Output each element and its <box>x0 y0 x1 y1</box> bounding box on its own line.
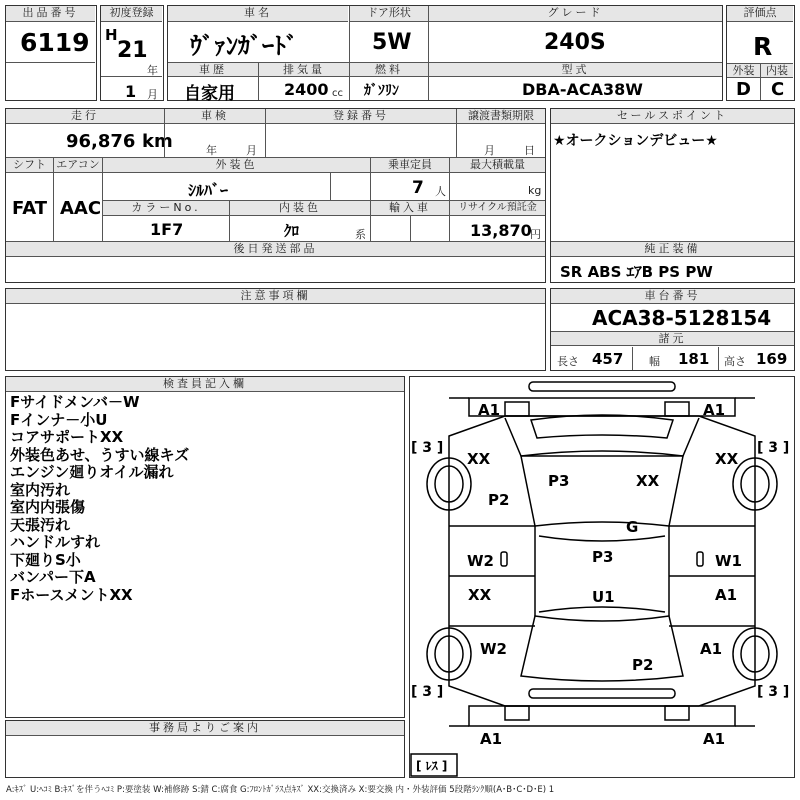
color: ｼﾙﾊﾞｰ <box>188 181 229 200</box>
transfer-day-unit: 日 <box>524 144 535 157</box>
damage-mark: W2 <box>480 640 507 658</box>
chassis-number: ACA38-5128154 <box>592 306 772 330</box>
model-name: ｳﾞｧﾝｶﾞｰﾄﾞ <box>190 32 298 60</box>
transfer-label: 譲渡書類期限 <box>457 109 545 124</box>
inspector-label: 検査員記入欄 <box>6 377 404 392</box>
height-label: 高さ <box>724 355 746 368</box>
inspection-label: 車検 <box>165 109 265 124</box>
note-line: 天張汚れ <box>10 515 71 534</box>
length: 457 <box>592 350 624 368</box>
grade: 240S <box>544 30 606 55</box>
fuel: ｶﾞｿﾘﾝ <box>364 83 399 99</box>
height: 169 <box>756 350 788 368</box>
inspector-notes <box>10 394 189 604</box>
era: H <box>105 26 118 44</box>
first-reg-label: 初度登録 <box>101 6 162 22</box>
score: R <box>753 32 773 61</box>
damage-mark: A1 <box>480 730 503 748</box>
damage-mark: W2 <box>467 552 494 570</box>
interior: ｸﾛ <box>284 222 300 240</box>
colorno-label: カラーNo. <box>103 201 229 216</box>
mileage-unit: km <box>142 131 173 152</box>
displacement-unit: cc <box>332 88 343 99</box>
lot-number: 6119 <box>20 28 90 57</box>
note-line: 室内内張傷 <box>10 498 86 516</box>
damage-mark: A1 <box>703 730 726 748</box>
import-label: 輸入車 <box>371 201 449 216</box>
type-label: 型式 <box>429 63 722 77</box>
first-reg-box <box>100 5 164 101</box>
note-line: エンジン廻りオイル漏れ <box>10 463 174 481</box>
recycle-label: リサイクル預託金 <box>450 201 545 216</box>
note-line: 外装色あせ、うすい線キズ <box>10 445 190 464</box>
equipment-label: 純正装備 <box>551 242 794 257</box>
doors: 5W <box>372 30 412 55</box>
colorno: 1F7 <box>150 220 184 239</box>
damage-mark: XX <box>467 450 491 468</box>
dims-label: 諸元 <box>551 331 794 346</box>
regno-label: 登録番号 <box>266 109 456 124</box>
recycle: 13,870 <box>470 221 532 240</box>
score-box <box>726 5 795 101</box>
month: 1 <box>125 82 137 101</box>
capacity: 7 <box>412 178 424 198</box>
tire-depth: [ 3 ] <box>757 684 790 700</box>
recycle-unit: 円 <box>530 228 541 241</box>
office-label: 事務局よりご案内 <box>6 721 404 736</box>
grade-label: グレード <box>429 6 722 22</box>
score-label: 評価点 <box>727 6 793 22</box>
damage-mark: P2 <box>632 656 654 674</box>
note-line: Fサイドメンバ－W <box>10 393 140 411</box>
damage-mark: P3 <box>592 548 614 566</box>
length-label: 長さ <box>557 355 579 368</box>
damage-mark: A1 <box>703 401 726 419</box>
spare-tire: [ ﾚｽ ] <box>416 759 448 773</box>
damage-mark: A1 <box>478 401 501 419</box>
tire-depth: [ 3 ] <box>411 440 444 456</box>
damage-mark: U1 <box>592 588 615 606</box>
ac-label: エアコン <box>54 158 102 173</box>
car-diagram <box>409 376 795 778</box>
note-line: 下廻りS小 <box>10 550 81 569</box>
sales-text: ★オークションデビュー★ <box>553 133 718 149</box>
insp-month-unit: 月 <box>246 144 257 157</box>
chassis-label: 車台番号 <box>551 289 794 304</box>
model-label: 車名 <box>168 6 348 22</box>
damage-mark: XX <box>468 586 492 604</box>
interior-label: 内装色 <box>230 201 370 216</box>
width-label: 幅 <box>649 355 660 368</box>
damage-mark: XX <box>636 472 660 490</box>
lot-box <box>5 5 97 101</box>
fuel-label: 燃料 <box>350 63 428 77</box>
displacement: 2400 <box>284 80 329 99</box>
damage-mark: XX <box>715 450 739 468</box>
ext-grade: D <box>736 79 751 100</box>
insp-year-unit: 年 <box>206 144 217 157</box>
width: 181 <box>678 350 710 368</box>
damage-mark: W1 <box>715 552 742 570</box>
capacity-label: 乗車定員 <box>371 158 449 173</box>
type: DBA-ACA38W <box>522 80 643 99</box>
displacement-label: 排気量 <box>259 63 349 77</box>
damage-mark: A1 <box>700 640 723 658</box>
tire-depth: [ 3 ] <box>411 684 444 700</box>
lot-label: 出品番号 <box>6 6 95 22</box>
transfer-month-unit: 月 <box>484 144 495 157</box>
damage-mark: G <box>626 518 639 536</box>
load-unit: kg <box>528 184 542 197</box>
history: 自家用 <box>184 84 235 104</box>
note-line: ハンドルすれ <box>10 533 101 551</box>
later-label: 後日発送部品 <box>6 242 545 257</box>
tire-depth: [ 3 ] <box>757 440 790 456</box>
int-grade: C <box>771 79 785 100</box>
year-unit: 年 <box>147 64 158 77</box>
note-line: コアサポートXX <box>10 428 124 446</box>
doors-label: ドア形状 <box>350 6 428 22</box>
damage-mark: P3 <box>548 472 570 490</box>
damage-mark: P2 <box>488 491 510 509</box>
note-line: 室内汚れ <box>10 480 71 499</box>
interior-unit: 系 <box>355 228 366 241</box>
load-label: 最大積載量 <box>450 158 545 173</box>
capacity-unit: 人 <box>435 185 446 198</box>
note-line: バンパー下A <box>10 568 96 586</box>
note-line: Fインナ－小U <box>10 410 108 429</box>
sales-label: セールスポイント <box>551 109 794 124</box>
ac: AAC <box>60 198 102 219</box>
mileage: 96,876 <box>66 131 136 152</box>
month-unit: 月 <box>147 88 158 101</box>
int-label: 内装 <box>760 64 793 78</box>
ext-label: 外装 <box>727 64 760 78</box>
legend: A:ｷｽﾞ U:ﾍｺﾐ B:ｷｽﾞを伴うﾍｺﾐ P:要塗装 W:補修跡 S:錆 C:腐食 G:ﾌﾛﾝﾄｶﾞﾗｽ点ｷｽﾞ XX:交換済み X:要交換 内・外装評価 5段階ﾗﾝｸ順(A･B･C･D･E) 1 <box>6 785 555 795</box>
mileage-label: 走行 <box>6 109 164 124</box>
caution-label: 注意事項欄 <box>6 289 545 304</box>
history-label: 車歴 <box>168 63 258 77</box>
shift-label: シフト <box>6 158 53 173</box>
year: 21 <box>117 38 148 63</box>
damage-mark: A1 <box>715 586 738 604</box>
shift: FAT <box>12 198 48 219</box>
note-line: FホースメントXX <box>10 585 133 604</box>
color-label: 外装色 <box>103 158 370 173</box>
equipment-items: SR ABS ｴｱB PS PW <box>560 263 713 281</box>
